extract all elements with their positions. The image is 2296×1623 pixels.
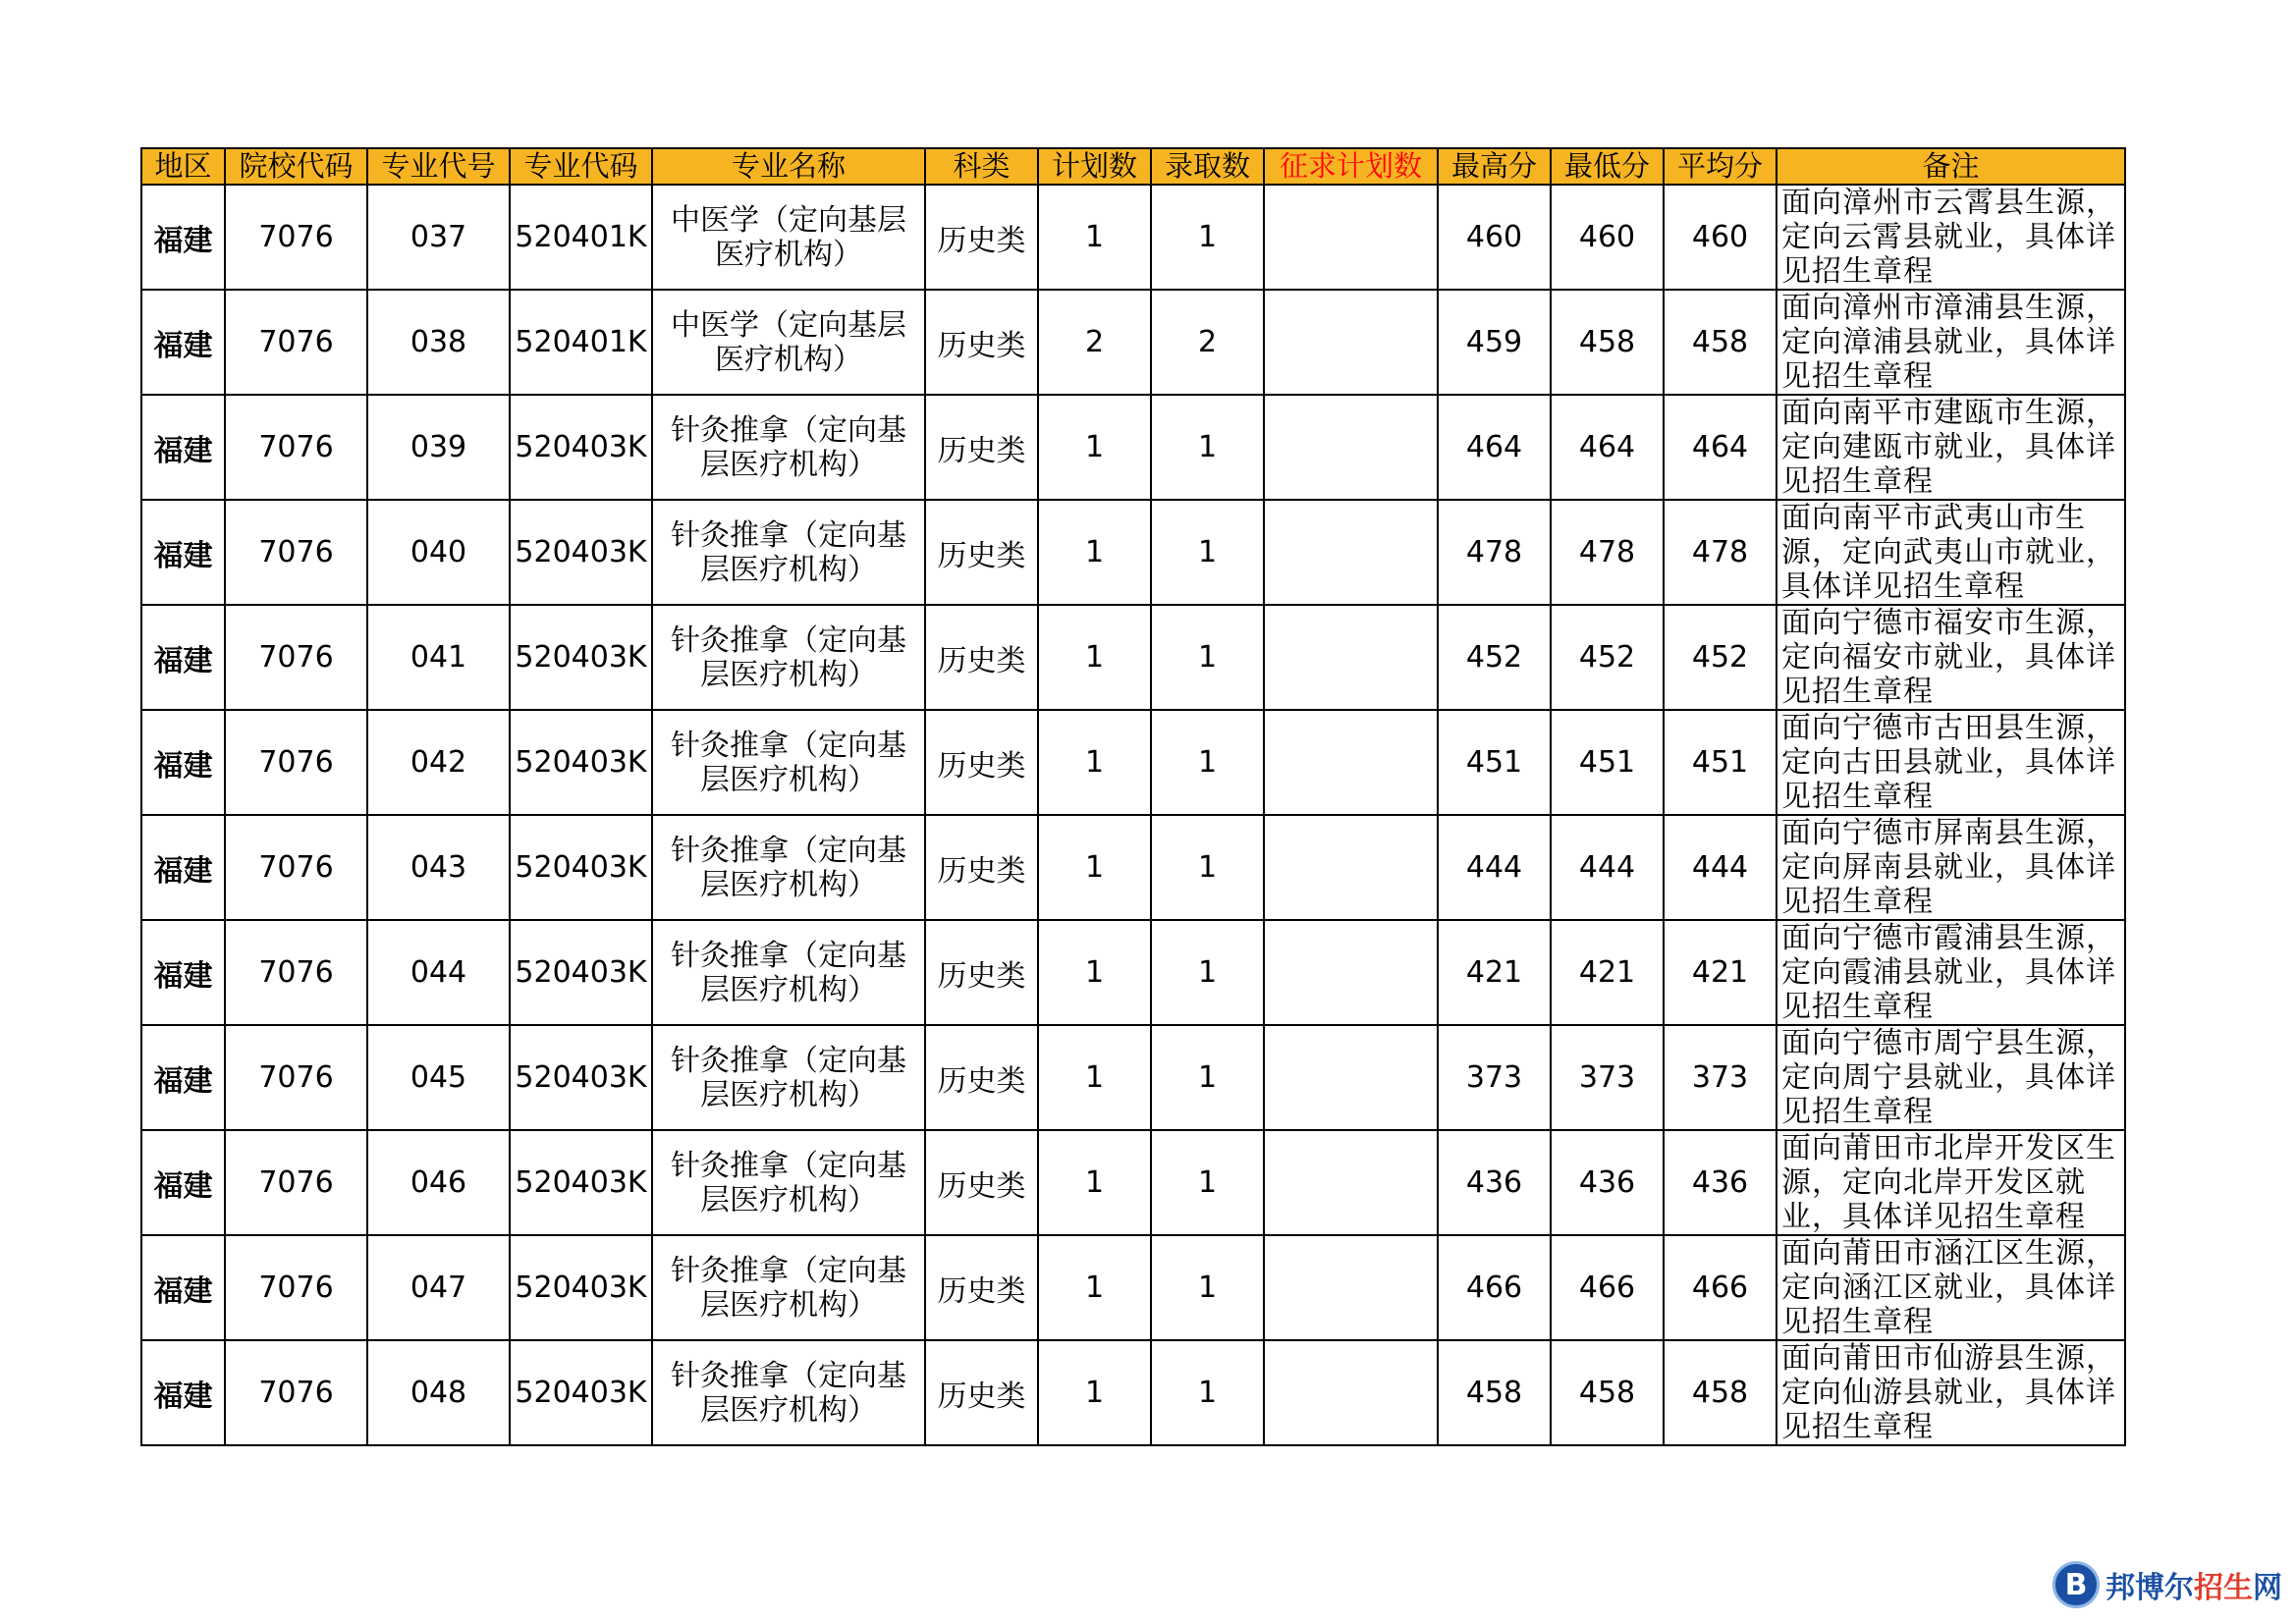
avg-score-cell: 466 <box>1664 1235 1777 1340</box>
remark-cell <box>1777 605 2125 710</box>
major-code-cell: 520403K <box>510 1235 652 1340</box>
major-code-cell: 520403K <box>510 920 652 1025</box>
plan-count-cell: 1 <box>1038 920 1151 1025</box>
admitted-count-cell: 1 <box>1151 395 1264 500</box>
table-row <box>141 500 2125 605</box>
major-name-cell-line: 医疗机构） <box>715 237 862 272</box>
major-name-cell <box>652 1025 925 1130</box>
table-body <box>141 185 2125 1445</box>
major-number-cell: 043 <box>367 815 510 920</box>
school-code-cell: 7076 <box>225 1025 367 1130</box>
avg-score-cell: 458 <box>1664 1340 1777 1445</box>
max-score-cell: 444 <box>1438 815 1551 920</box>
min-score-cell: 444 <box>1551 815 1664 920</box>
major-name-cell-line: 针灸推拿（定向基 <box>671 622 906 658</box>
site-name-part-2: 招生 <box>2194 1571 2253 1605</box>
table-row <box>141 185 2125 290</box>
major-name-cell-line: 医疗机构） <box>715 342 862 377</box>
major-name-cell <box>652 500 925 605</box>
major-name-cell-line: 针灸推拿（定向基 <box>671 412 906 448</box>
remark-cell <box>1777 710 2125 815</box>
remark-cell-line: 源，定向武夷山市就业， <box>1781 535 2116 569</box>
solicit-plan-cell <box>1264 395 1438 500</box>
region-cell: 福建 <box>141 815 225 920</box>
admitted-count-cell: 1 <box>1151 605 1264 710</box>
remark-cell-line: 见招生章程 <box>1781 464 1934 499</box>
min-score-cell: 458 <box>1551 1340 1664 1445</box>
max-score-cell: 373 <box>1438 1025 1551 1130</box>
remark-cell-line: 业，具体详见招生章程 <box>1781 1200 2086 1234</box>
major-name-cell <box>652 395 925 500</box>
plan-count-cell: 1 <box>1038 500 1151 605</box>
major-name-cell <box>652 290 925 395</box>
major-number-cell: 040 <box>367 500 510 605</box>
table-row <box>141 1340 2125 1445</box>
max-score-cell: 458 <box>1438 1340 1551 1445</box>
plan-count-cell: 1 <box>1038 1235 1151 1340</box>
admitted-count-cell: 2 <box>1151 290 1264 395</box>
solicit-plan-cell <box>1264 815 1438 920</box>
region-cell: 福建 <box>141 500 225 605</box>
avg-score-cell: 458 <box>1664 290 1777 395</box>
major-name-cell-line: 针灸推拿（定向基 <box>671 728 906 763</box>
avg-score-cell: 373 <box>1664 1025 1777 1130</box>
major-code-cell: 520403K <box>510 1025 652 1130</box>
region-cell: 福建 <box>141 605 225 710</box>
major-name-cell-line: 层医疗机构） <box>700 972 877 1007</box>
region-cell: 福建 <box>141 395 225 500</box>
major-code-cell: 520403K <box>510 1340 652 1445</box>
max-score-cell: 459 <box>1438 290 1551 395</box>
admitted-count-cell: 1 <box>1151 1235 1264 1340</box>
major-name-cell <box>652 1130 925 1235</box>
admission-score-table <box>140 147 2126 1446</box>
column-header: 最高分 <box>1438 148 1551 185</box>
remark-cell-line: 面向宁德市福安市生源， <box>1781 606 2116 640</box>
min-score-cell: 436 <box>1551 1130 1664 1235</box>
remark-cell-line: 定向漳浦县就业，具体详 <box>1781 325 2116 359</box>
remark-cell-line: 面向漳州市云霄县生源， <box>1781 186 2116 220</box>
remark-cell-line: 定向福安市就业，具体详 <box>1781 640 2116 675</box>
remark-cell-line: 定向周宁县就业，具体详 <box>1781 1060 2116 1095</box>
school-code-cell: 7076 <box>225 500 367 605</box>
table-row <box>141 395 2125 500</box>
column-header: 院校代码 <box>225 148 367 185</box>
major-code-cell: 520401K <box>510 185 652 290</box>
remark-cell-line: 定向涵江区就业，具体详 <box>1781 1271 2116 1305</box>
max-score-cell: 460 <box>1438 185 1551 290</box>
plan-count-cell: 2 <box>1038 290 1151 395</box>
major-name-cell-line: 层医疗机构） <box>700 867 877 902</box>
major-name-cell-line: 层医疗机构） <box>700 552 877 587</box>
remark-cell <box>1777 1340 2125 1445</box>
admitted-count-cell: 1 <box>1151 710 1264 815</box>
plan-count-cell: 1 <box>1038 1340 1151 1445</box>
region-cell: 福建 <box>141 1235 225 1340</box>
column-header: 科类 <box>925 148 1038 185</box>
major-name-cell-line: 针灸推拿（定向基 <box>671 1358 906 1393</box>
school-code-cell: 7076 <box>225 395 367 500</box>
major-number-cell: 041 <box>367 605 510 710</box>
plan-count-cell: 1 <box>1038 710 1151 815</box>
remark-cell-line: 见招生章程 <box>1781 885 1934 919</box>
major-name-cell-line: 层医疗机构） <box>700 1077 877 1112</box>
admitted-count-cell: 1 <box>1151 815 1264 920</box>
min-score-cell: 451 <box>1551 710 1664 815</box>
major-code-cell: 520403K <box>510 815 652 920</box>
min-score-cell: 458 <box>1551 290 1664 395</box>
major-number-cell: 047 <box>367 1235 510 1340</box>
remark-cell-line: 见招生章程 <box>1781 990 1934 1024</box>
avg-score-cell: 460 <box>1664 185 1777 290</box>
remark-cell-line: 面向莆田市北岸开发区生 <box>1781 1131 2116 1165</box>
table-row <box>141 1235 2125 1340</box>
solicit-plan-cell <box>1264 1025 1438 1130</box>
remark-cell-line: 见招生章程 <box>1781 1305 1934 1339</box>
region-cell: 福建 <box>141 710 225 815</box>
major-name-cell-line: 针灸推拿（定向基 <box>671 938 906 973</box>
major-name-cell-line: 层医疗机构） <box>700 1287 877 1323</box>
remark-cell-line: 定向霞浦县就业，具体详 <box>1781 955 2116 990</box>
column-header: 录取数 <box>1151 148 1264 185</box>
plan-count-cell: 1 <box>1038 815 1151 920</box>
avg-score-cell: 451 <box>1664 710 1777 815</box>
remark-cell-line: 见招生章程 <box>1781 675 1934 709</box>
major-name-cell <box>652 605 925 710</box>
plan-count-cell: 1 <box>1038 605 1151 710</box>
remark-cell <box>1777 500 2125 605</box>
max-score-cell: 436 <box>1438 1130 1551 1235</box>
major-name-cell <box>652 815 925 920</box>
region-cell: 福建 <box>141 1130 225 1235</box>
table-row <box>141 290 2125 395</box>
region-cell: 福建 <box>141 1025 225 1130</box>
major-code-cell: 520403K <box>510 710 652 815</box>
remark-cell-line: 面向莆田市仙游县生源， <box>1781 1341 2116 1376</box>
solicit-plan-cell <box>1264 1130 1438 1235</box>
solicit-plan-cell <box>1264 605 1438 710</box>
solicit-plan-cell <box>1264 290 1438 395</box>
school-code-cell: 7076 <box>225 1235 367 1340</box>
column-header: 专业代号 <box>367 148 510 185</box>
avg-score-cell: 421 <box>1664 920 1777 1025</box>
solicit-plan-cell <box>1264 1235 1438 1340</box>
remark-cell-line: 定向仙游县就业，具体详 <box>1781 1376 2116 1410</box>
remark-cell-line: 见招生章程 <box>1781 254 1934 289</box>
major-name-cell-line: 层医疗机构） <box>700 447 877 482</box>
major-number-cell: 045 <box>367 1025 510 1130</box>
column-header: 专业代码 <box>510 148 652 185</box>
remark-cell-line: 面向宁德市古田县生源， <box>1781 711 2116 745</box>
major-name-cell-line: 层医疗机构） <box>700 657 877 692</box>
major-number-cell: 037 <box>367 185 510 290</box>
site-watermark <box>2052 1561 2282 1608</box>
major-code-cell: 520403K <box>510 395 652 500</box>
max-score-cell: 452 <box>1438 605 1551 710</box>
site-name-part-3: 网 <box>2253 1571 2282 1605</box>
plan-count-cell: 1 <box>1038 185 1151 290</box>
school-code-cell: 7076 <box>225 290 367 395</box>
column-header: 专业名称 <box>652 148 925 185</box>
region-cell: 福建 <box>141 920 225 1025</box>
table-row <box>141 1130 2125 1235</box>
site-name-part-1: 邦博尔 <box>2105 1571 2194 1605</box>
solicit-plan-cell <box>1264 710 1438 815</box>
solicit-plan-cell <box>1264 185 1438 290</box>
column-header: 地区 <box>141 148 225 185</box>
min-score-cell: 373 <box>1551 1025 1664 1130</box>
plan-count-cell: 1 <box>1038 1130 1151 1235</box>
admitted-count-cell: 1 <box>1151 500 1264 605</box>
column-header: 征求计划数 <box>1264 148 1438 185</box>
major-name-cell-line: 针灸推拿（定向基 <box>671 1253 906 1288</box>
table-row <box>141 710 2125 815</box>
major-name-cell-line: 针灸推拿（定向基 <box>671 833 906 868</box>
remark-cell-line: 定向屏南县就业，具体详 <box>1781 850 2116 885</box>
remark-cell-line: 面向宁德市周宁县生源， <box>1781 1026 2116 1060</box>
max-score-cell: 451 <box>1438 710 1551 815</box>
min-score-cell: 460 <box>1551 185 1664 290</box>
category-cell: 历史类 <box>925 920 1038 1025</box>
remark-cell-line: 见招生章程 <box>1781 1095 1934 1129</box>
major-number-cell: 044 <box>367 920 510 1025</box>
category-cell: 历史类 <box>925 605 1038 710</box>
admitted-count-cell: 1 <box>1151 1340 1264 1445</box>
min-score-cell: 464 <box>1551 395 1664 500</box>
major-name-cell-line: 针灸推拿（定向基 <box>671 1148 906 1183</box>
category-cell: 历史类 <box>925 395 1038 500</box>
table-row <box>141 815 2125 920</box>
region-cell: 福建 <box>141 1340 225 1445</box>
max-score-cell: 421 <box>1438 920 1551 1025</box>
category-cell: 历史类 <box>925 1025 1038 1130</box>
solicit-plan-cell <box>1264 920 1438 1025</box>
category-cell: 历史类 <box>925 1130 1038 1235</box>
remark-cell <box>1777 395 2125 500</box>
major-number-cell: 038 <box>367 290 510 395</box>
category-cell: 历史类 <box>925 185 1038 290</box>
plan-count-cell: 1 <box>1038 1025 1151 1130</box>
remark-cell <box>1777 1235 2125 1340</box>
min-score-cell: 466 <box>1551 1235 1664 1340</box>
category-cell: 历史类 <box>925 710 1038 815</box>
solicit-plan-cell <box>1264 1340 1438 1445</box>
remark-cell-line: 定向云霄县就业，具体详 <box>1781 220 2116 254</box>
remark-cell-line: 见招生章程 <box>1781 780 1934 814</box>
major-name-cell-line: 中医学（定向基层 <box>671 307 906 343</box>
major-name-cell <box>652 1235 925 1340</box>
max-score-cell: 466 <box>1438 1235 1551 1340</box>
min-score-cell: 452 <box>1551 605 1664 710</box>
max-score-cell: 478 <box>1438 500 1551 605</box>
avg-score-cell: 436 <box>1664 1130 1777 1235</box>
column-header: 最低分 <box>1551 148 1664 185</box>
major-code-cell: 520401K <box>510 290 652 395</box>
avg-score-cell: 464 <box>1664 395 1777 500</box>
category-cell: 历史类 <box>925 1340 1038 1445</box>
major-code-cell: 520403K <box>510 500 652 605</box>
school-code-cell: 7076 <box>225 710 367 815</box>
school-code-cell: 7076 <box>225 1340 367 1445</box>
avg-score-cell: 444 <box>1664 815 1777 920</box>
column-header: 平均分 <box>1664 148 1777 185</box>
major-name-cell-line: 中医学（定向基层 <box>671 202 906 238</box>
major-name-cell-line: 层医疗机构） <box>700 1182 877 1217</box>
table-row <box>141 920 2125 1025</box>
category-cell: 历史类 <box>925 1235 1038 1340</box>
major-number-cell: 046 <box>367 1130 510 1235</box>
major-name-cell <box>652 1340 925 1445</box>
remark-cell-line: 见招生章程 <box>1781 359 1934 394</box>
remark-cell-line: 面向莆田市涵江区生源， <box>1781 1236 2116 1271</box>
major-code-cell: 520403K <box>510 1130 652 1235</box>
category-cell: 历史类 <box>925 290 1038 395</box>
school-code-cell: 7076 <box>225 605 367 710</box>
remark-cell-line: 面向宁德市屏南县生源， <box>1781 816 2116 850</box>
school-code-cell: 7076 <box>225 1130 367 1235</box>
school-code-cell: 7076 <box>225 185 367 290</box>
remark-cell-line: 具体详见招生章程 <box>1781 569 2025 604</box>
category-cell: 历史类 <box>925 500 1038 605</box>
remark-cell <box>1777 815 2125 920</box>
major-number-cell: 042 <box>367 710 510 815</box>
remark-cell-line: 源，定向北岸开发区就 <box>1781 1165 2086 1200</box>
category-cell: 历史类 <box>925 815 1038 920</box>
remark-cell-line: 见招生章程 <box>1781 1410 1934 1444</box>
table-header-row <box>141 148 2125 185</box>
remark-cell-line: 面向宁德市霞浦县生源， <box>1781 921 2116 955</box>
major-name-cell <box>652 185 925 290</box>
admitted-count-cell: 1 <box>1151 1025 1264 1130</box>
admitted-count-cell: 1 <box>1151 1130 1264 1235</box>
admitted-count-cell: 1 <box>1151 185 1264 290</box>
avg-score-cell: 478 <box>1664 500 1777 605</box>
column-header: 备注 <box>1777 148 2125 185</box>
table-row <box>141 1025 2125 1130</box>
table-row <box>141 605 2125 710</box>
solicit-plan-cell <box>1264 500 1438 605</box>
major-name-cell <box>652 710 925 815</box>
remark-cell <box>1777 920 2125 1025</box>
site-name <box>2105 1563 2282 1606</box>
plan-count-cell: 1 <box>1038 395 1151 500</box>
column-header: 计划数 <box>1038 148 1151 185</box>
major-name-cell-line: 层医疗机构） <box>700 1392 877 1428</box>
remark-cell <box>1777 1130 2125 1235</box>
major-number-cell: 048 <box>367 1340 510 1445</box>
major-name-cell-line: 针灸推拿（定向基 <box>671 517 906 553</box>
admitted-count-cell: 1 <box>1151 920 1264 1025</box>
major-number-cell: 039 <box>367 395 510 500</box>
remark-cell-line: 面向漳州市漳浦县生源， <box>1781 291 2116 325</box>
school-code-cell: 7076 <box>225 815 367 920</box>
school-code-cell: 7076 <box>225 920 367 1025</box>
remark-cell <box>1777 290 2125 395</box>
max-score-cell: 464 <box>1438 395 1551 500</box>
major-code-cell: 520403K <box>510 605 652 710</box>
remark-cell <box>1777 185 2125 290</box>
major-name-cell-line: 针灸推拿（定向基 <box>671 1043 906 1078</box>
remark-cell-line: 定向建瓯市就业，具体详 <box>1781 430 2116 464</box>
major-name-cell-line: 层医疗机构） <box>700 762 877 797</box>
major-name-cell <box>652 920 925 1025</box>
remark-cell-line: 面向南平市建瓯市生源， <box>1781 396 2116 430</box>
min-score-cell: 478 <box>1551 500 1664 605</box>
site-logo-icon: B <box>2052 1561 2100 1608</box>
remark-cell-line: 面向南平市武夷山市生 <box>1781 501 2086 535</box>
remark-cell <box>1777 1025 2125 1130</box>
region-cell: 福建 <box>141 185 225 290</box>
region-cell: 福建 <box>141 290 225 395</box>
min-score-cell: 421 <box>1551 920 1664 1025</box>
remark-cell-line: 定向古田县就业，具体详 <box>1781 745 2116 780</box>
avg-score-cell: 452 <box>1664 605 1777 710</box>
